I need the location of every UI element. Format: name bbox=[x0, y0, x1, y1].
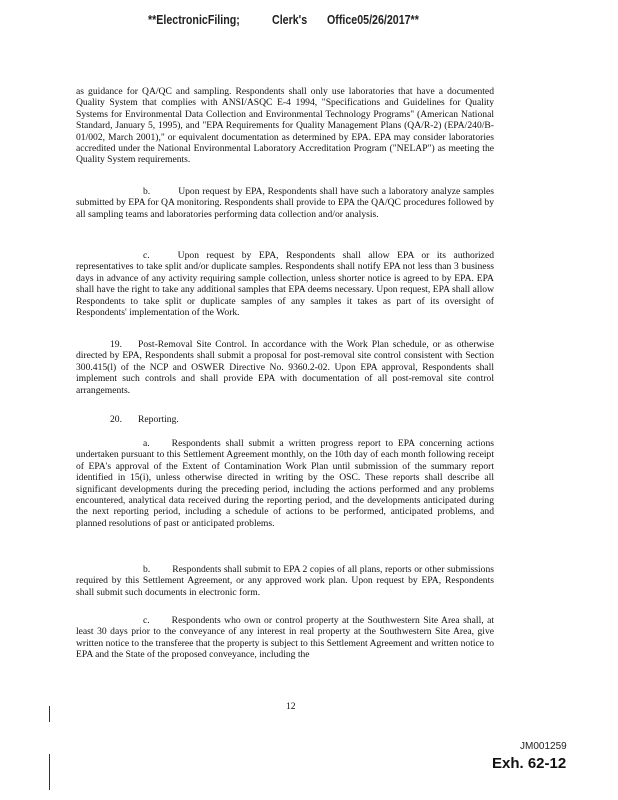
section-20-heading bbox=[110, 414, 179, 425]
exhibit-label: Exh. 62-12 bbox=[492, 755, 567, 772]
electronic-filing-stamp bbox=[0, 12, 618, 32]
scan-margin-mark bbox=[49, 754, 50, 790]
scan-margin-mark bbox=[49, 706, 50, 722]
label-20b: b. bbox=[143, 564, 151, 575]
section-20-title: Reporting. bbox=[138, 414, 179, 425]
paragraph-19: 19. Post-Removal Site Control. In accordance with the Work Plan schedule, or as otherwise directed by EPA, Respondents shall submit a proposal for post-removal site control consistent with Section 300.415(l) of the NCP and OSWER Directive No. 9360.2-02. Upon EPA approval, Respondents shall implement such controls and shall provide EPA with documentation of all post-removal site control arrangements. bbox=[76, 339, 494, 396]
paragraph-20a: a. Respondents shall submit a written progress report to EPA concerning actions undertaken pursuant to this Settlement Agreement monthly, on the 10th day of each month following receipt of EPA's approval of the Extent of Contamination Work Plan until submission of the summary report identified in 15(i), unless otherwise directed in writing by the OSC. These reports shall describe all significant developments during the preceding period, including the actions performed and any problems encountered, analytical data received during the reporting period, and the developments anticipated during the next reporting period, including a schedule of actions to be performed, anticipated problems, and planned resolutions of past or anticipated problems. bbox=[76, 438, 494, 529]
bates-number: JM001259 bbox=[520, 741, 567, 752]
paragraph-20b: b. Respondents shall submit to EPA 2 copies of all plans, reports or other submissions required by this Settlement Agreement, or any approved work plan. Upon request by EPA, Respondents shall submit such documents in electronic form. bbox=[76, 564, 494, 598]
label-c: c. bbox=[143, 250, 150, 261]
paragraph-18c: c. Upon request by EPA, Respondents shall allow EPA or its authorized representatives to take split and/or duplicate samples. Respondents shall notify EPA not less than 3 business days in advance of any activity requiring sample collection, unless shorter notice is agreed to by EPA. EPA shall have the right to take any additional samples that EPA deems necessary. Upon request, EPA shall allow Respondents to take split or duplicate samples of any samples it takes as part of its oversight of Respondents' implementation of the Work. bbox=[76, 250, 494, 319]
paragraph-18b: b. Upon request by EPA, Respondents shall have such a laboratory analyze samples submitted by EPA for QA monitoring. Respondents shall provide to EPA the QA/QC procedures followed by all sampling teams and laboratories performing data collection and/or analysis. bbox=[76, 186, 494, 220]
paragraph-20c: c. Respondents who own or control property at the Southwestern Site Area shall, at least 30 days prior to the conveyance of any interest in real property at the Southwestern Site Area, give written notice to the transferee that the property is subject to this Settlement Agreement and written notice to EPA and the State of the proposed conveyance, including the bbox=[76, 615, 494, 661]
label-20a: a. bbox=[143, 438, 150, 449]
page-number: 12 bbox=[286, 701, 296, 712]
stamp-clerks: Clerk's bbox=[272, 12, 308, 27]
paragraph-intro: as guidance for QA/QC and sampling. Respondents shall only use laboratories that have a documented Quality System that complies with ANSI/ASQC E-4 1994, "Specifications and Guidelines for Quality Systems for Environmental Data Collection and Environmental Technology Programs" (American National Standard, January 5, 1995), and "EPA Requirements for Quality Management Plans (QA/R-2) (EPA/240/B-01/002, March 2001)," or equivalent documentation as determined by EPA. EPA may consider laboratories accredited under the National Environmental Laboratory Accreditation Program ("NELAP") as meeting the Quality System requirements. bbox=[76, 86, 494, 166]
label-20c: c. bbox=[143, 615, 150, 626]
stamp-filing: **ElectronicFiling; bbox=[148, 12, 240, 27]
label-20: 20. bbox=[110, 414, 122, 425]
label-b: b. bbox=[143, 186, 151, 197]
stamp-office-date: Office05/26/2017** bbox=[327, 12, 419, 27]
label-19: 19. bbox=[110, 339, 122, 350]
